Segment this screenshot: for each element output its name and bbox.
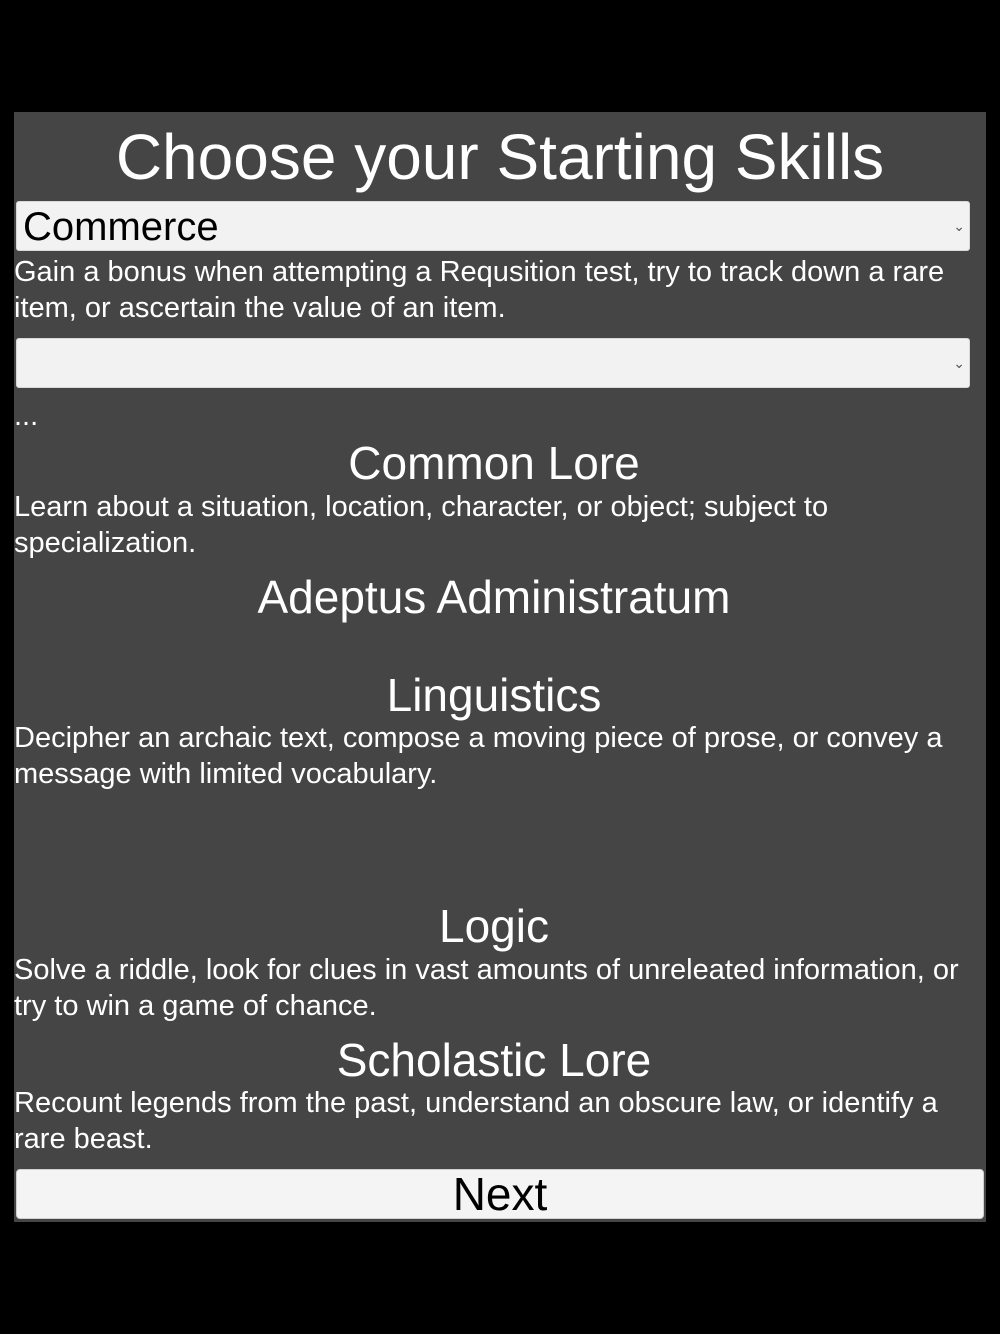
skill-title-linguistics: Linguistics bbox=[386, 669, 602, 721]
skill-title-scholastic-lore: Scholastic Lore bbox=[336, 1034, 652, 1086]
skill-title-adeptus-administratum: Adeptus Administratum bbox=[257, 571, 731, 623]
skill-description-common-lore: Learn about a situation, location, character, or object; subject to specialization. bbox=[14, 491, 829, 559]
skill-select-1-value: Commerce bbox=[23, 205, 219, 249]
chevron-down-icon: ⌄ bbox=[953, 218, 965, 234]
skill-title-common-lore: Common Lore bbox=[348, 437, 640, 489]
chevron-down-icon: ⌄ bbox=[953, 355, 965, 371]
skill-select-1-description: Gain a bonus when attempting a Requsition test, try to track down a rare item, or ascertain the value of an item. bbox=[14, 256, 945, 324]
skill-description-scholastic-lore: Recount legends from the past, understand an obscure law, or identify a rare beast. bbox=[14, 1087, 938, 1155]
page-title: Choose your Starting Skills bbox=[115, 121, 885, 193]
skill-description-linguistics: Decipher an archaic text, compose a moving piece of prose, or convey a message with limited vocabulary. bbox=[14, 722, 943, 790]
skill-select-2[interactable] bbox=[16, 338, 970, 388]
skill-description-logic: Solve a riddle, look for clues in vast amounts of unreleated information, or try to win a game of chance. bbox=[14, 954, 959, 1022]
skill-select-2-description: ... bbox=[14, 400, 39, 432]
skills-panel bbox=[14, 112, 986, 1222]
skill-title-logic: Logic bbox=[439, 900, 549, 952]
skill-select-1[interactable] bbox=[16, 201, 970, 251]
next-button[interactable]: Next bbox=[16, 1169, 984, 1219]
